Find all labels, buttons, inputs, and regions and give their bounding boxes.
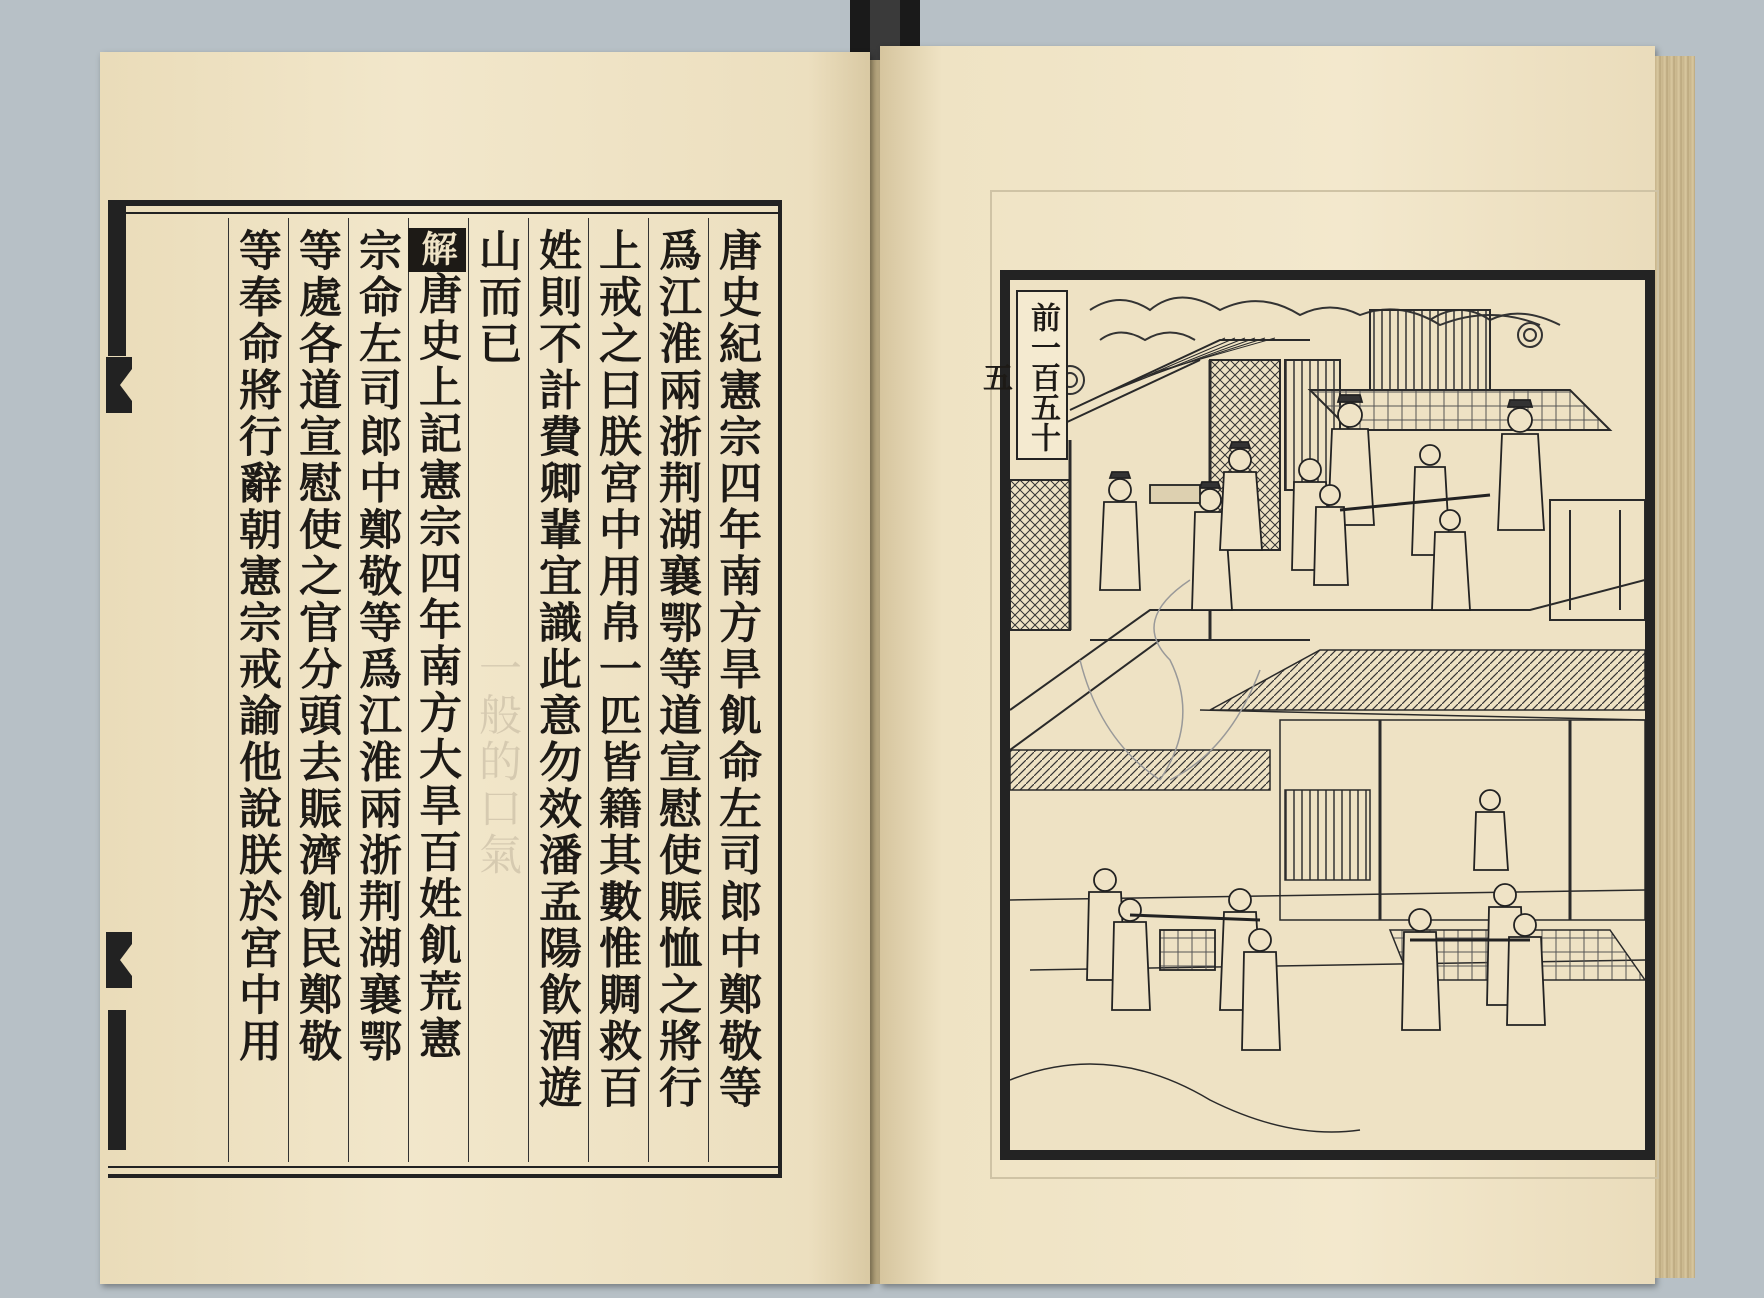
text-column-4: 姓則不計費卿輩宜識此意勿效潘孟陽飮酒遊 (528, 218, 586, 1162)
commentary-marker: 解 (408, 228, 466, 272)
text-column-1: 唐史紀憲宗四年南方旱飢命左司郎中鄭敬等 (708, 218, 766, 1162)
text-column-7: 宗命左司郎中鄭敬等爲江淮兩浙荆湖襄鄂 (348, 218, 406, 1162)
fold-mark-bottom (108, 1010, 126, 1150)
text-column-6 (408, 218, 466, 1162)
text-frame (108, 200, 782, 1178)
page-edges (1655, 56, 1695, 1278)
text-column-9: 等奉命將行辭朝憲宗戒諭他說朕於宮中用 (228, 218, 286, 1162)
frame-rule-bottom (108, 1166, 778, 1168)
fish-tail-mark-bottom (104, 930, 134, 990)
palace-scene-illustration (1010, 280, 1645, 1150)
fold-mark-top (108, 206, 126, 356)
illustration-panel (1000, 270, 1655, 1160)
fish-tail-mark-top (104, 355, 134, 415)
text-column-8: 等處各道宣慰使之官分頭去賑濟飢民鄭敬 (288, 218, 346, 1162)
folio-label: 前一百五十五 (1016, 290, 1068, 460)
text-column-5: 山而已 (468, 218, 526, 1162)
frame-rule-top (108, 212, 778, 214)
text-column-6-body: 唐史上記憲宗四年南方大旱百姓飢荒憲 (412, 271, 462, 1062)
show-through-text: 一般的口氣 (472, 646, 522, 879)
text-column-2: 爲江淮兩浙荆湖襄鄂等道宣慰使賑恤之將行 (648, 218, 706, 1162)
text-column-3: 上戒之曰朕宮中用帛一匹皆籍其數惟賙救百 (588, 218, 646, 1162)
